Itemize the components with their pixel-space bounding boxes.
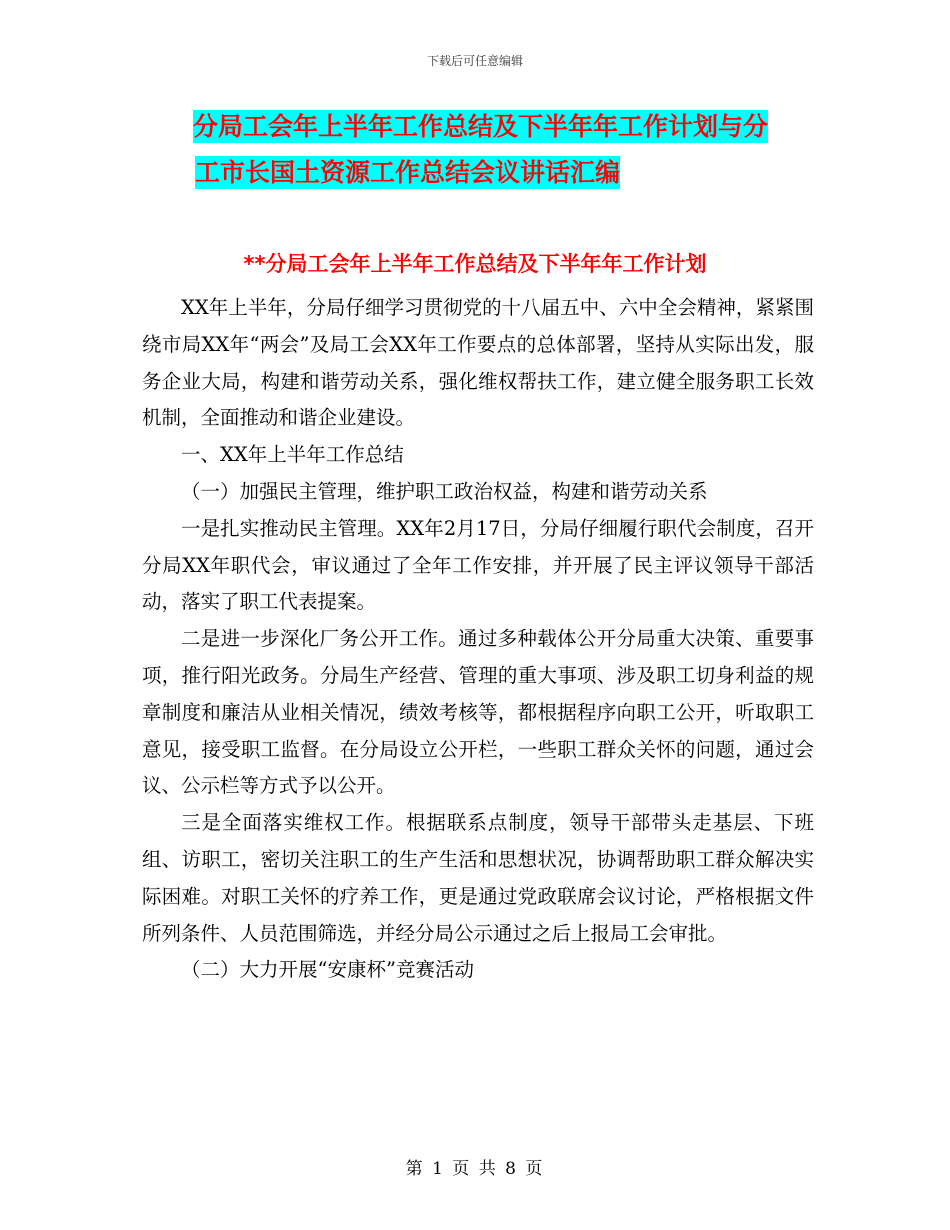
- header-note: 下载后可任意编辑: [426, 54, 523, 68]
- heading-1-1: （一）加强民主管理，维护职工政治权益，构建和谐劳动关系: [181, 479, 708, 503]
- section-title: **分局工会年上半年工作总结及下半年年工作计划: [243, 252, 707, 276]
- document-title: [140, 104, 840, 196]
- heading-1-2: （二）大力开展“安康杯”竞赛活动: [181, 958, 474, 982]
- paragraph-intro: XX年上半年，分局仔细学习贯彻党的十八届五中、六中全会精神，紧紧围绕市局XX年“两会”及局工会XX年工作要点的总体部署，坚持从实际出发，服务企业大局，构建和谐劳动关系，强化维权帮扶工作，建立健全服务职工长效机制，全面推动和谐企业建设。: [142, 296, 814, 430]
- title-line-1: 分局工会年上半年工作总结及下半年年工作计划与分: [193, 112, 769, 141]
- heading-1: 一、XX年上半年工作总结: [181, 443, 404, 467]
- paragraph-2: 二是进一步深化厂务公开工作。通过多种载体公开分局重大决策、重要事项，推行阳光政务。分局生产经营、管理的重大事项、涉及职工切身利益的规章制度和廉洁从业相关情况，绩效考核等，都根据程序向职工公开，听取职工意见，接受职工监督。在分局设立公开栏，一些职工群众关怀的问题，通过会议、公示栏等方式予以公开。: [142, 627, 814, 798]
- paragraph-1: 一是扎实推动民主管理。XX年2月17日，分局仔细履行职代会制度，召开分局XX年职代会，审议通过了全年工作安排，并开展了民主评议领导干部活动，落实了职工代表提案。: [142, 516, 814, 614]
- page-number: 第 1 页 共 8 页: [405, 1159, 545, 1179]
- paragraph-3: 三是全面落实维权工作。根据联系点制度，领导干部带头走基层、下班组、访职工，密切关注职工的生产生活和思想状况，协调帮助职工群众解决实际困难。对职工关怀的疗养工作，更是通过党政联席会议讨论，严格根据文件所列条件、人员范围筛选，并经分局公示通过之后上报局工会审批。: [142, 811, 814, 945]
- title-line-2: 工市长国土资源工作总结会议讲话汇编: [195, 158, 621, 187]
- body-text: [142, 290, 814, 989]
